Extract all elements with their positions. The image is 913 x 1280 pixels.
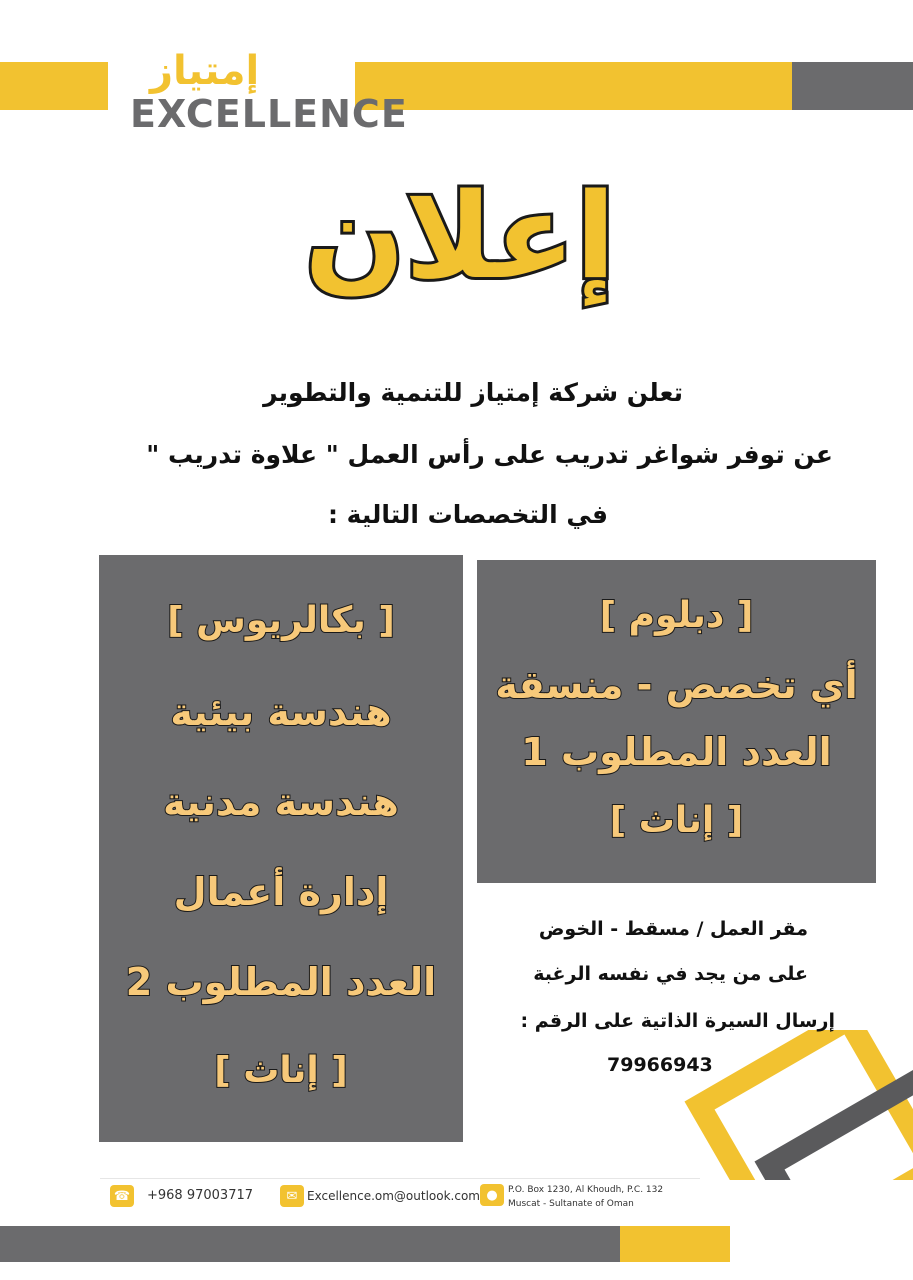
bachelor-major-2: هندسة مدنية <box>163 780 399 824</box>
footer-address-2: Muscat - Sultanate of Oman <box>508 1199 634 1209</box>
footer-address-1: P.O. Box 1230, Al Khoudh, P.C. 132 <box>508 1185 664 1195</box>
top-bar-gray <box>792 62 913 110</box>
bachelor-degree: [ بكالريوس ] <box>167 600 395 641</box>
instruction: على من يجد في نفسه الرغبة <box>533 963 808 985</box>
bachelor-gender: [ إناث ] <box>214 1050 348 1091</box>
intro-line-1: تعلن شركة إمتياز للتنمية والتطوير <box>263 378 683 407</box>
email-icon: ✉ <box>280 1185 304 1207</box>
phone-icon: ☎ <box>110 1185 134 1207</box>
diploma-major: أي تخصص - منسقة <box>495 663 858 707</box>
top-bar-left <box>0 62 108 110</box>
footer-phone: +968 97003717 <box>147 1188 254 1203</box>
logo <box>0 0 408 136</box>
decor-corner <box>680 1030 913 1180</box>
bachelor-major-3: إدارة أعمال <box>173 870 389 914</box>
bachelor-card <box>99 555 463 1142</box>
bottom-bar-gray <box>0 1226 620 1262</box>
footer-divider <box>100 1178 700 1179</box>
location-pin-icon: ● <box>480 1184 504 1206</box>
diploma-count: العدد المطلوب 1 <box>521 730 832 774</box>
contact-number: 79966943 <box>607 1054 713 1076</box>
work-location: مقر العمل / مسقط - الخوض <box>538 918 808 940</box>
bachelor-major-1: هندسة بيئية <box>170 690 392 734</box>
footer-email: Excellence.om@outlook.com <box>307 1189 480 1203</box>
intro-line-3: في التخصصات التالية : <box>327 500 608 529</box>
intro-line-2: عن توفر شواغر تدريب على رأس العمل " علاوة تدريب " <box>146 440 833 469</box>
top-bar-right <box>355 62 792 110</box>
cv-instruction: إرسال السيرة الذاتية على الرقم : <box>520 1010 835 1032</box>
diploma-card <box>477 560 876 883</box>
logo-english: EXCELLENCE <box>130 92 408 136</box>
bachelor-count: العدد المطلوب 2 <box>125 960 437 1004</box>
bottom-bar-yellow <box>620 1226 730 1262</box>
diploma-degree: [ دبلوم ] <box>599 595 754 636</box>
logo-arabic: إمتياز <box>150 48 260 94</box>
headline: إعلان <box>304 167 616 305</box>
diploma-gender: [ إناث ] <box>609 800 744 841</box>
